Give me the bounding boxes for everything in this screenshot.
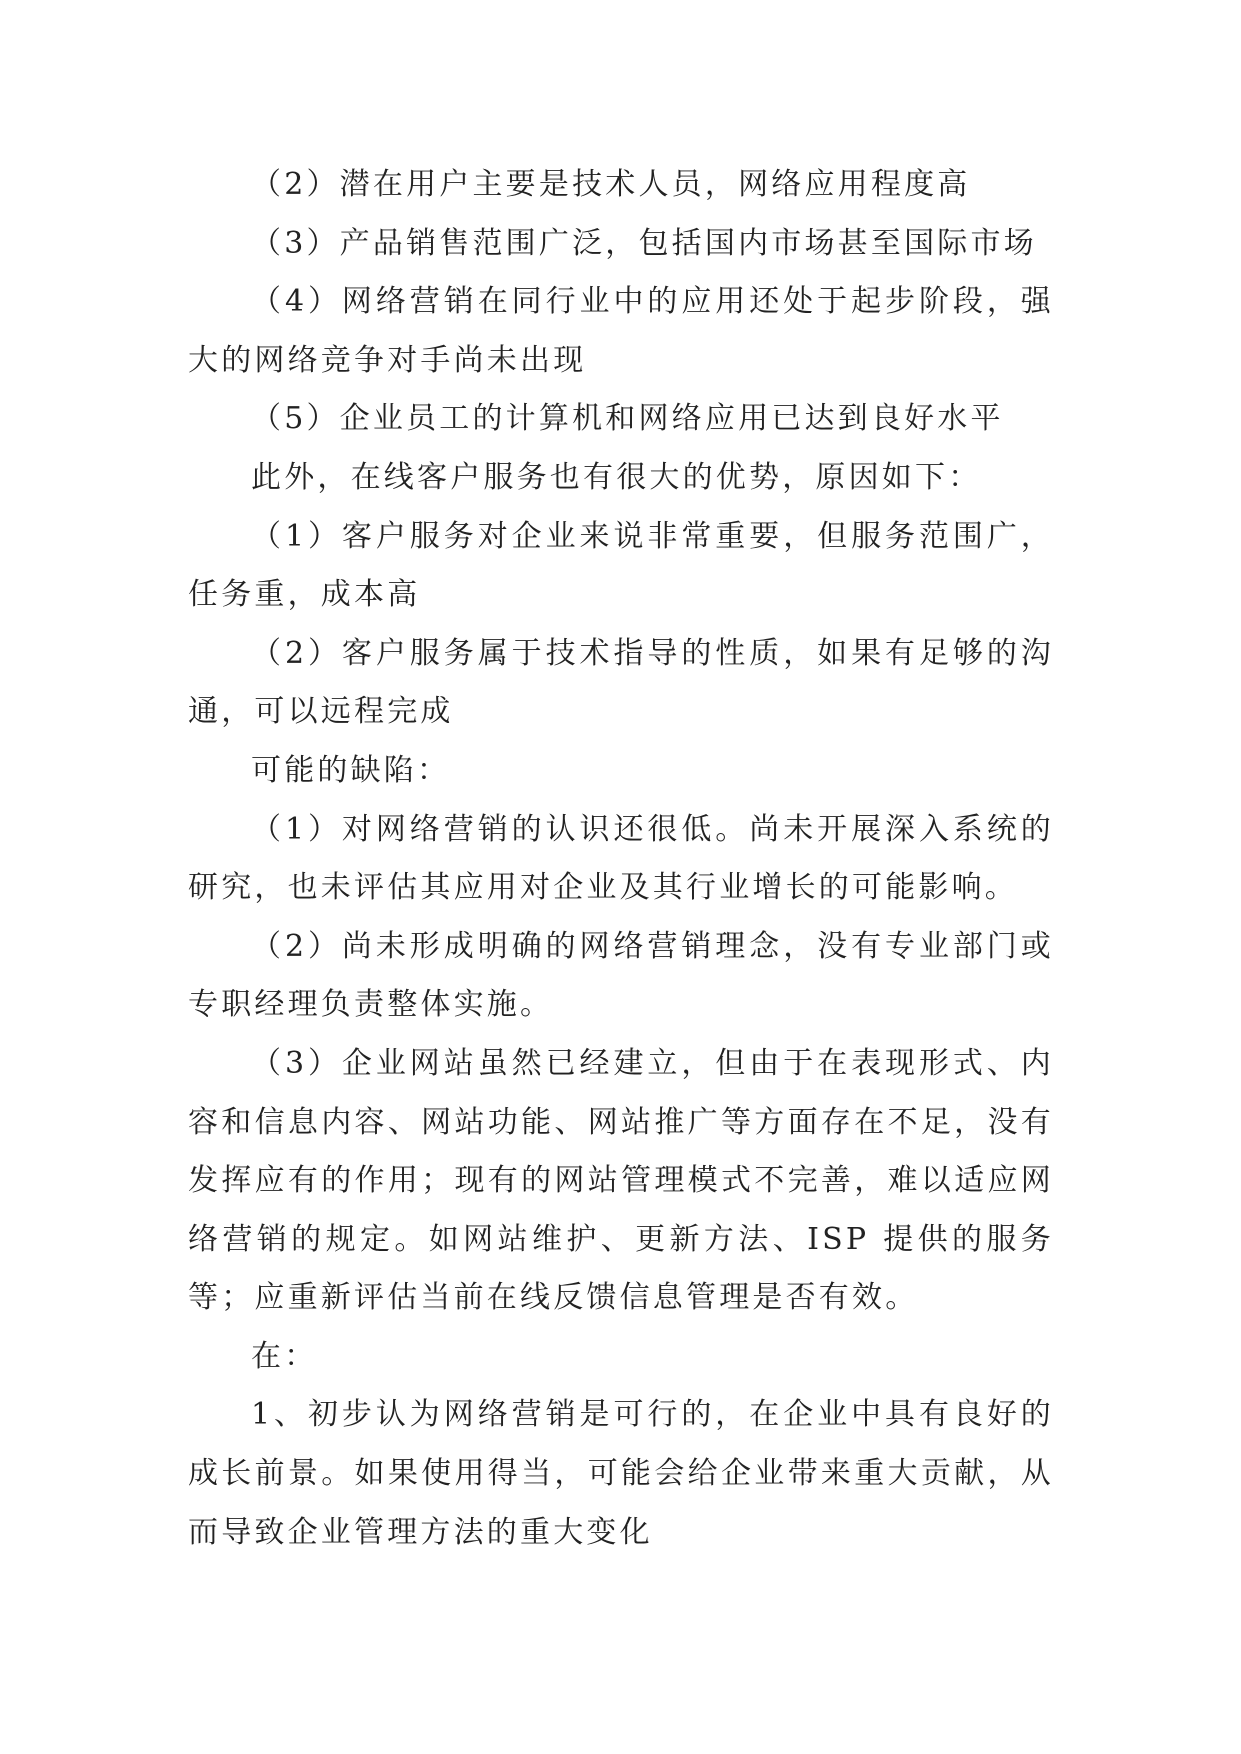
paragraph: （2）客户服务属于技术指导的性质，如果有足够的沟通，可以远程完成 [188,635,1054,730]
paragraph: 此外，在线客户服务也有很大的优势，原因如下： [251,459,982,495]
document-body [188,156,1054,1562]
paragraph: 可能的缺陷： [251,752,451,788]
paragraph: （2）尚未形成明确的网络营销理念，没有专业部门或专职经理负责整体实施。 [188,928,1054,1023]
paragraph: （5）企业员工的计算机和网络应用已达到良好水平 [251,401,1004,437]
paragraph: 在： [251,1338,318,1374]
paragraph: 1、初步认为网络营销是可行的，在企业中具有良好的成长前景。如果使用得当，可能会给企业带来重大贡献，从而导致企业管理方法的重大变化 [188,1397,1054,1550]
paragraph: （1）对网络营销的认识还很低。尚未开展深入系统的研究，也未评估其应用对企业及其行业增长的可能影响。 [188,811,1054,906]
paragraph: （2）潜在用户主要是技术人员，网络应用程度高 [251,167,971,202]
paragraph: （3）产品销售范围广泛，包括国内市场甚至国际市场 [251,225,1037,261]
paragraph: （1）客户服务对企业来说非常重要，但服务范围广，任务重，成本高 [188,518,1054,613]
paragraph: （4）网络营销在同行业中的应用还处于起步阶段，强大的网络竞争对手尚未出现 [188,284,1054,378]
paragraph: （3）企业网站虽然已经建立，但由于在表现形式、内容和信息内容、网站功能、网站推广等方面存在不足，没有发挥应有的作用；现有的网站管理模式不完善，难以适应网络营销的规定。如网站维护、更新方法、ISP 提供的服务等；应重新评估当前在线反馈信息管理是否有效。 [188,1045,1054,1316]
